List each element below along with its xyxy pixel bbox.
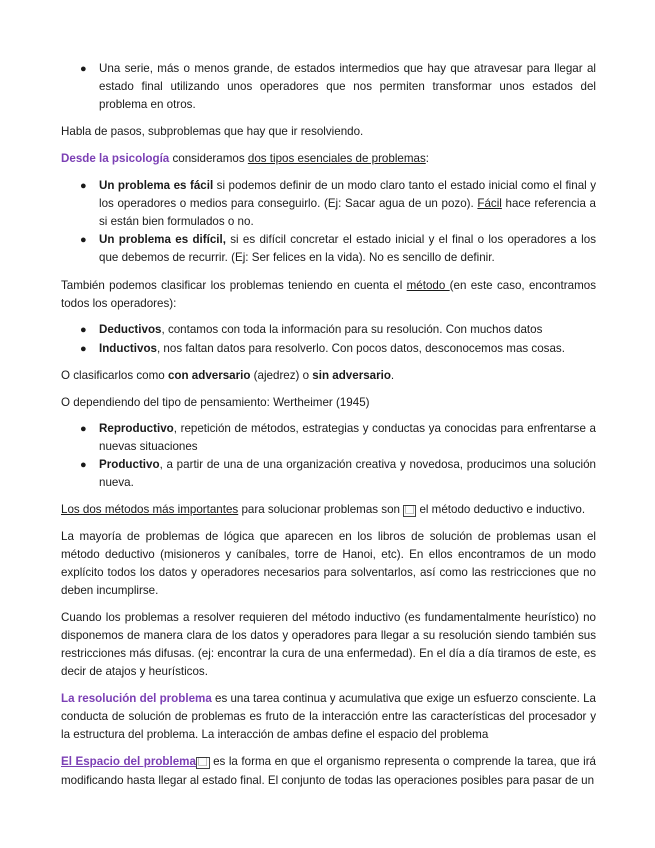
- highlight-term: Desde la psicología: [61, 152, 170, 165]
- paragraph-inductivo: Cuando los problemas a resolver requieren del método inductivo (es fundamentalmente heurístico) no disponemos de manera clara de los datos y operadores para llegar a su resolución siendo también sus restricciones más difusas. (ej: encontrar la cura de una enfermedad). En el día a día tiramos de este, es decir de atajos y heurísticos.: [61, 611, 596, 678]
- underlined-term: Fácil: [477, 197, 502, 210]
- paragraph-resolucion: [61, 690, 596, 744]
- text: , contamos con toda la información para su resolución. Con muchos datos: [161, 323, 543, 336]
- text: O clasificarlos como: [61, 369, 168, 382]
- text: hace referencia a si están bien formulados o no.: [99, 197, 596, 228]
- bullet-item-intermediate-states: [80, 60, 596, 114]
- bold-term: Un problema es difícil,: [99, 233, 226, 246]
- paragraph-espacio: [61, 753, 596, 790]
- bullet-item-dificil: [80, 231, 596, 267]
- bold-term: Productivo: [99, 458, 160, 471]
- text: es una tarea continua y acumulativa que exige un esfuerzo consciente. La conducta de solución de problemas es fruto de la interacción entre las características del procesador y la estructura del problema. La interacción de ambas define el espacio del problema: [61, 692, 596, 741]
- text: consideramos: [169, 152, 248, 165]
- bullet-icon: ●: [80, 459, 87, 471]
- text: para solucionar problemas son: [238, 503, 404, 516]
- underlined-term: Los dos métodos más importantes: [61, 503, 239, 516]
- paragraph-psicologia: [61, 150, 596, 168]
- bullet-item-facil: [80, 177, 596, 231]
- bold-term: con adversario: [167, 369, 251, 382]
- bullet-text: Una serie, más o menos grande, de estados intermedios que hay que atravesar para llegar al estado final utilizando unos operadores que nos permiten transformar unos estados del problema en otros.: [99, 62, 596, 111]
- highlight-term: El Espacio del problema: [61, 755, 196, 768]
- bold-term: Un problema es fácil: [99, 179, 214, 192]
- highlight-term: La resolución del problema: [61, 692, 212, 705]
- paragraph-dos-metodos: [61, 501, 596, 520]
- bullet-item-inductivos: [80, 340, 596, 358]
- missing-glyph-icon: ⃞: [405, 506, 415, 516]
- bullet-item-productivo: [80, 456, 596, 492]
- paragraph-logica: La mayoría de problemas de lógica que aparecen en los libros de solución de problemas usan el método deductivo (misioneros y caníbales, torre de Hanoi, etc). En ellos encontramos de un modo explícito todos los datos y operadores necesarios para solventarlos, así como las restricciones que no deben incumplirse.: [61, 530, 596, 597]
- text: , repetición de métodos, estrategias y conductas ya conocidas para enfrentarse a nuevas situaciones: [99, 422, 596, 453]
- bold-term: Reproductivo: [99, 422, 174, 435]
- bullet-icon: ●: [80, 324, 87, 336]
- paragraph-pasos: Habla de pasos, subproblemas que hay que ir resolviendo.: [61, 125, 364, 138]
- bullet-icon: ●: [80, 343, 87, 355]
- text: (en este caso, encontramos todos los operadores):: [61, 279, 596, 310]
- underlined-term: método: [406, 279, 450, 292]
- paragraph-metodo: [61, 277, 596, 313]
- bullet-icon: ●: [80, 423, 87, 435]
- text: , a partir de una de una organización creativa y novedosa, producimos una solución nueva.: [99, 458, 596, 489]
- text: También podemos clasificar los problemas teniendo en cuenta el: [61, 279, 407, 292]
- paragraph-adversario: [61, 367, 596, 385]
- bullet-item-reproductivo: [80, 420, 596, 456]
- text: (ajedrez) o: [250, 369, 313, 382]
- text: el método deductivo e inductivo.: [416, 503, 586, 516]
- text: es la forma en que el organismo representa o comprende la tarea, que irá modificando hasta llegar al estado final. El conjunto de todas las operaciones posibles para pasar de un: [61, 755, 597, 787]
- bullet-item-deductivos: [80, 321, 596, 339]
- bullet-icon: ●: [80, 63, 87, 75]
- text: :: [425, 152, 429, 165]
- underlined-term: dos tipos esenciales de problemas: [247, 152, 426, 165]
- text: , nos faltan datos para resolverlo. Con pocos datos, desconocemos mas cosas.: [156, 342, 565, 355]
- text: si es difícil concretar el estado inicial y el final o los operadores a los que debemos de recurrir. (Ej: Ser felices en la vida). No es sencillo de definir.: [99, 233, 596, 264]
- bold-term: sin adversario: [312, 369, 391, 382]
- text: .: [390, 369, 395, 382]
- text: si podemos definir de un modo claro tanto el estado inicial como el final y los operadores o medios para conseguirlo. (Ej: Sacar agua de un pozo).: [99, 179, 596, 210]
- paragraph-wertheimer: O dependiendo del tipo de pensamiento: Wertheimer (1945): [61, 396, 370, 409]
- bullet-icon: ●: [80, 234, 87, 246]
- bold-term: Deductivos: [99, 323, 162, 336]
- missing-glyph-icon: ⃞: [197, 758, 208, 768]
- bullet-icon: ●: [80, 180, 87, 192]
- bold-term: Inductivos: [99, 342, 157, 355]
